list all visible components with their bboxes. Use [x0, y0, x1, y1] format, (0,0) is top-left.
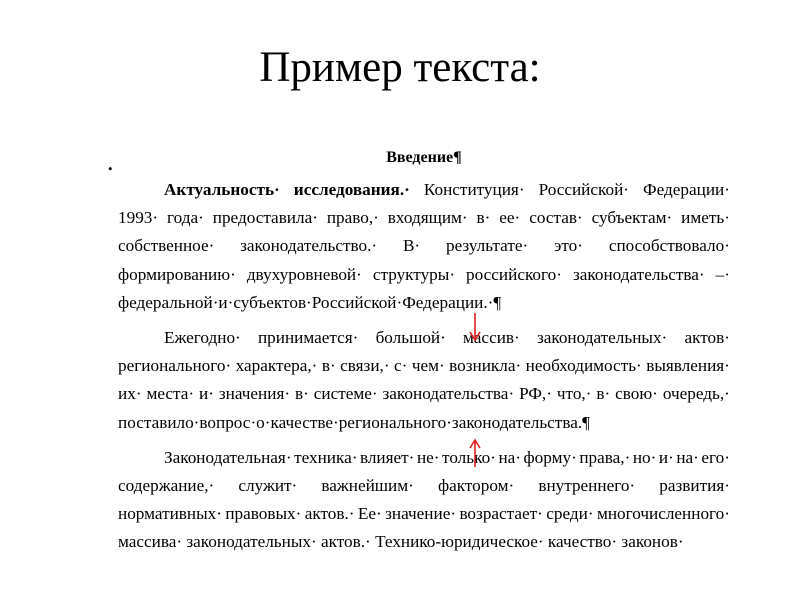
word: значения· — [214, 384, 291, 404]
word: содержание,· — [118, 475, 215, 495]
word: законодательных· — [532, 327, 668, 347]
paragraph-line — [118, 500, 730, 528]
word: собственное· — [118, 236, 215, 256]
word: Актуальность· — [164, 180, 280, 199]
word: не· — [416, 447, 440, 467]
document-excerpt — [118, 140, 730, 556]
word: способствовало· — [604, 236, 730, 256]
word: Российской· — [534, 180, 630, 199]
word: связи,· — [340, 356, 390, 376]
word: актов.· — [304, 504, 355, 524]
word: В· — [398, 236, 421, 256]
word: среди· — [546, 504, 594, 524]
word: правовых· — [225, 504, 302, 524]
word: Ее· — [357, 504, 382, 524]
word: фактором· — [433, 475, 515, 495]
word: актов· — [680, 327, 730, 347]
word: служит· — [234, 475, 298, 495]
word: их· — [118, 384, 142, 404]
word: возрастает· — [459, 504, 543, 524]
text-run: поставило·вопрос·о·качестве·регионального·законодательства.¶ — [118, 412, 590, 432]
word: значение· — [385, 504, 457, 524]
word: результате· — [441, 236, 529, 256]
word: с· — [394, 356, 408, 376]
word: очередь,· — [658, 384, 730, 404]
word: влияет· — [359, 447, 415, 467]
document-heading: Введение¶ — [386, 149, 462, 166]
word: входящим· — [383, 208, 468, 228]
word: в· — [592, 384, 611, 404]
word: 1993· — [118, 208, 159, 228]
paragraph-line — [118, 261, 730, 289]
word: его· — [701, 447, 730, 467]
document-paragraph — [118, 176, 730, 317]
word: но· — [632, 447, 657, 467]
word: системе· — [309, 384, 378, 404]
word: многочисленного· — [596, 504, 730, 524]
word: ее· — [495, 208, 521, 228]
word: места· — [142, 384, 195, 404]
word: это· — [549, 236, 583, 256]
word: развития· — [654, 475, 730, 495]
word: большой· — [371, 327, 446, 347]
word: структуры· — [372, 264, 456, 284]
slide-title: Пример текста: — [259, 44, 541, 91]
word: чем· — [411, 356, 445, 376]
word: принимается· — [253, 327, 359, 347]
word: законодательство.· — [235, 236, 378, 256]
word: массив· — [458, 327, 520, 347]
text-run: массива· законодательных· актов.· Технико-юридическое· качество· законов· — [118, 532, 684, 552]
paragraph-line — [118, 204, 730, 232]
word: необходимость· — [525, 356, 642, 376]
word: возникла· — [449, 356, 522, 376]
word: РФ,· — [514, 384, 552, 404]
word: в· — [290, 384, 309, 404]
word: только· — [442, 447, 496, 467]
word: года· — [162, 208, 204, 228]
word: иметь· — [676, 208, 730, 228]
word: право,· — [322, 208, 379, 228]
word: свою· — [610, 384, 658, 404]
word: исследования.· — [289, 180, 410, 199]
arrow-down-icon — [468, 312, 482, 342]
word: нормативных· — [118, 504, 222, 524]
word: субъектам· — [587, 208, 673, 228]
word: форму· — [523, 447, 577, 467]
document-paragraph — [118, 444, 730, 557]
word: Законодательная· — [164, 447, 292, 467]
text-run: федеральной·и·субъектов·Российской·Федерации.·¶ — [118, 292, 502, 312]
word: формированию· — [118, 264, 236, 284]
word: характера,· — [235, 356, 318, 376]
word: выявления· — [646, 356, 730, 376]
word: законодательства· — [572, 264, 705, 284]
word: состав· — [524, 208, 583, 228]
word: что,· — [552, 384, 592, 404]
word: и· — [194, 384, 214, 404]
word: и· — [658, 447, 674, 467]
document-paragraph — [118, 324, 730, 437]
paragraph-line — [118, 380, 730, 408]
word: законодательства· — [378, 384, 515, 404]
word: на· — [676, 447, 699, 467]
paragraph-line — [118, 324, 730, 352]
word: Федерации· — [638, 180, 730, 199]
paragraph-line — [118, 409, 730, 437]
word: внутреннего· — [534, 475, 636, 495]
word: –· — [715, 264, 730, 284]
paragraph-line — [118, 472, 730, 500]
paragraph-line — [118, 352, 730, 380]
word: техника· — [294, 447, 358, 467]
paragraph-line — [118, 176, 730, 204]
word: российского· — [466, 264, 562, 284]
word: в· — [472, 208, 491, 228]
paragraph-line — [118, 289, 730, 317]
word: Ежегодно· — [164, 327, 241, 347]
bullet-marker: . — [107, 147, 114, 176]
word: важнейшим· — [317, 475, 414, 495]
word: в· — [321, 356, 336, 376]
word: Конституция· — [419, 180, 525, 199]
word: регионального· — [118, 356, 232, 376]
word: предоставила· — [208, 208, 318, 228]
paragraph-line — [118, 444, 730, 472]
word: двухуровневой· — [246, 264, 362, 284]
word: права,· — [579, 447, 631, 467]
paragraph-line — [118, 232, 730, 260]
word: на· — [498, 447, 521, 467]
paragraph-line — [118, 528, 730, 556]
arrow-up-icon — [468, 438, 482, 468]
